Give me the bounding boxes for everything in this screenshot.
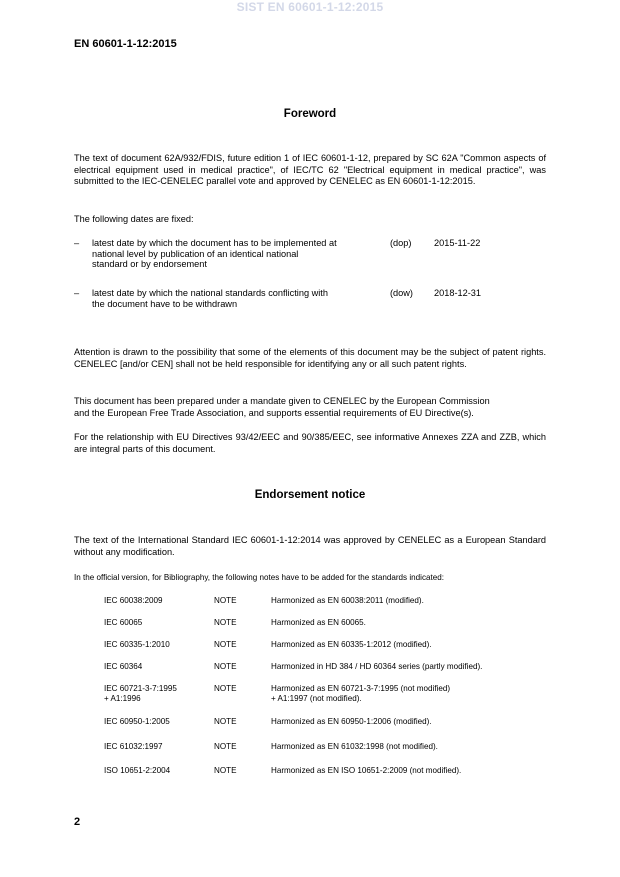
note-standard — [104, 684, 214, 704]
dash: – — [74, 288, 80, 298]
note-text — [271, 684, 551, 704]
note-text-line: + A1:1997 (not modified). — [271, 694, 362, 703]
description-line: standard or by endorsement — [92, 259, 207, 269]
note-standard: IEC 60065 — [104, 618, 143, 627]
note-standard: IEC 60335-1:2010 — [104, 640, 170, 649]
dash: – — [74, 238, 80, 248]
date-value: 2018-12-31 — [434, 288, 481, 298]
note-label: NOTE — [214, 684, 237, 693]
date-item-dow — [74, 288, 546, 312]
description-line: the document have to be withdrawn — [92, 298, 238, 309]
notes-intro: In the official version, for Bibliography, the following notes have to be added for the standards indicated: — [74, 573, 444, 582]
note-text-line: Harmonized as EN 60721-3-7:1995 (not modified) — [271, 684, 451, 693]
note-standard: IEC 60364 — [104, 662, 143, 671]
mandate-paragraph — [74, 396, 546, 419]
note-standard-line: IEC 60721-3-7:1995 — [104, 684, 177, 693]
note-label: NOTE — [214, 717, 237, 726]
note-text: Harmonized as EN 61032:1998 (not modified). — [271, 742, 438, 751]
note-standard: IEC 60950-1:2005 — [104, 717, 170, 726]
note-text: Harmonized as EN 60335-1:2012 (modified). — [271, 640, 432, 649]
document-id: EN 60601-1-12:2015 — [74, 38, 177, 50]
note-label: NOTE — [214, 640, 237, 649]
watermark: SIST EN 60601-1-12:2015 — [236, 0, 384, 14]
mandate-line: and the European Free Trade Association, and supports essential requirements of EU Directive(s). — [74, 407, 474, 418]
note-text: Harmonized as EN 60038:2011 (modified). — [271, 596, 424, 605]
note-text: Harmonized as EN 60950-1:2006 (modified). — [271, 717, 432, 726]
note-text: Harmonized as EN ISO 10651-2:2009 (not modified). — [271, 766, 462, 775]
note-standard: IEC 60038:2009 — [104, 596, 163, 605]
note-label: NOTE — [214, 742, 237, 751]
foreword-heading: Foreword — [283, 108, 337, 120]
date-value: 2015-11-22 — [434, 238, 481, 248]
mandate-line: This document has been prepared under a mandate given to CENELEC by the European Commission — [74, 396, 490, 406]
note-label: NOTE — [214, 596, 237, 605]
note-standard-line: + A1:1996 — [104, 694, 141, 703]
description-line: national level by publication of an identical national — [92, 248, 299, 259]
date-item-description — [92, 288, 378, 309]
relationship-paragraph: For the relationship with EU Directives 93/42/EEC and 90/385/EEC, see informative Annexes ZZA and ZZB, which are integral parts of this document. — [74, 432, 546, 454]
note-text: Harmonized as EN 60065. — [271, 618, 366, 627]
endorsement-heading: Endorsement notice — [254, 489, 366, 501]
attention-paragraph: Attention is drawn to the possibility that some of the elements of this document may be the subject of patent rights. CENELEC [and/or CEN] shall not be held responsible for identifying any or all such patent rights. — [74, 347, 546, 369]
description-line: latest date by which the national standards conflicting with — [92, 288, 328, 298]
note-label: NOTE — [214, 662, 237, 671]
page-number: 2 — [74, 816, 81, 828]
endorsement-text: The text of the International Standard IEC 60601-1-12:2014 was approved by CENELEC as a European Standard without any modification. — [74, 535, 546, 557]
description-line: latest date by which the document has to be implemented at — [92, 238, 337, 248]
note-standard: ISO 10651-2:2004 — [104, 766, 171, 775]
note-label: NOTE — [214, 618, 237, 627]
date-abbreviation: (dow) — [390, 288, 413, 298]
note-text: Harmonized in HD 384 / HD 60364 series (partly modified). — [271, 662, 483, 671]
foreword-intro: The text of document 62A/932/FDIS, future edition 1 of IEC 60601-1-12, prepared by SC 62A "Common aspects of electrical equipment used in medical practice", of IEC/TC 62 "Electrical equipment in medical practice", was submitted to the IEC-CENELEC parallel vote and approved by CENELEC as EN 60601-1-12:2015. — [74, 153, 546, 186]
date-item-description — [92, 238, 378, 270]
date-abbreviation: (dop) — [390, 238, 412, 248]
date-item-dop — [74, 238, 546, 272]
dates-intro: The following dates are fixed: — [74, 214, 194, 224]
note-label: NOTE — [214, 766, 237, 775]
note-standard: IEC 61032:1997 — [104, 742, 163, 751]
